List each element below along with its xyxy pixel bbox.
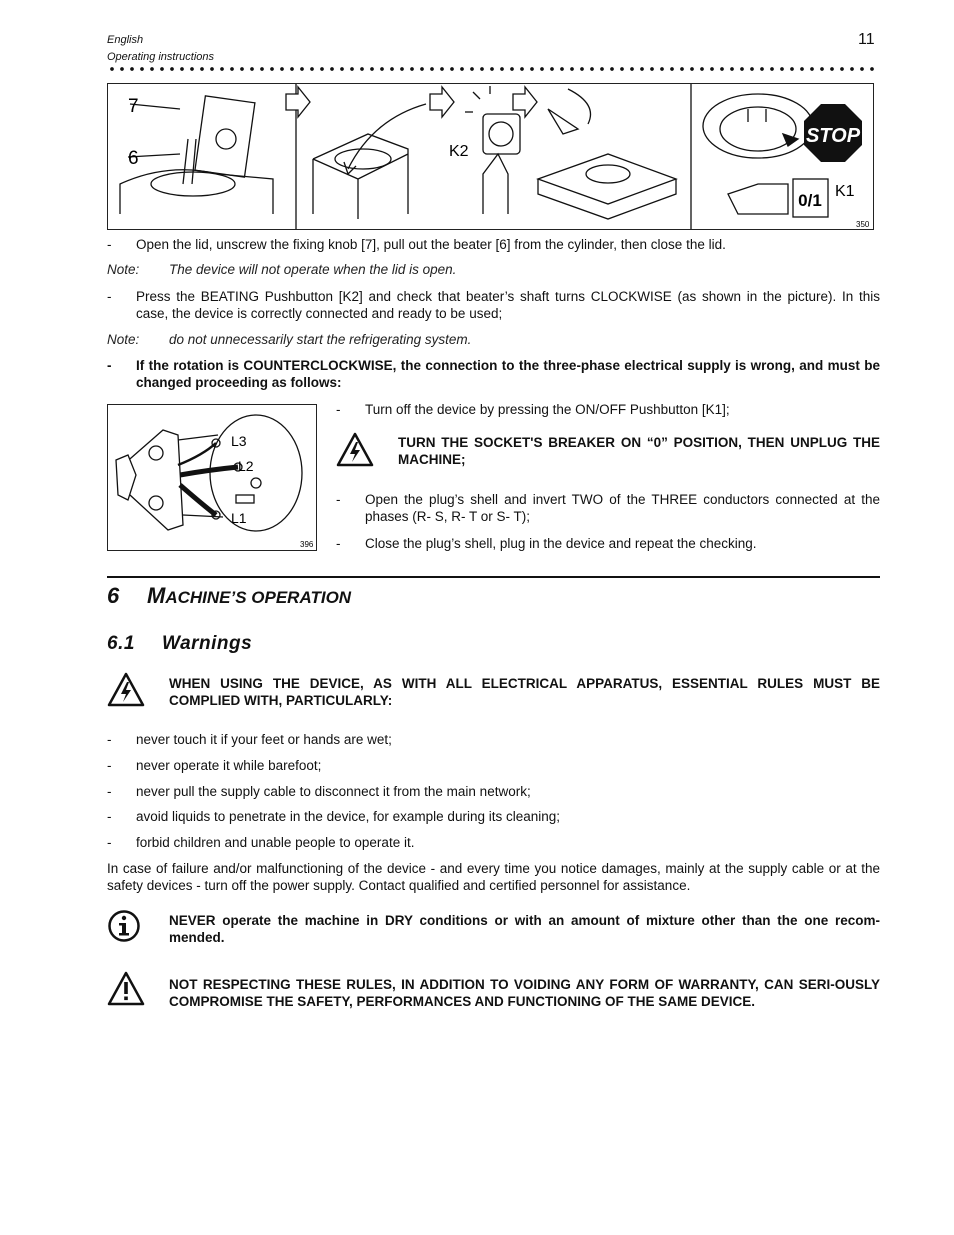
label-onoff: 0/1 bbox=[798, 191, 822, 210]
bullet-dash: - bbox=[107, 289, 112, 304]
figure1-code: 350 bbox=[856, 220, 870, 229]
section-6-title-rest: ACHINE’S OPERATION bbox=[165, 588, 352, 607]
note-refrigerating bbox=[107, 332, 471, 347]
section-6-title-cap: M bbox=[147, 583, 166, 608]
list-item-text: avoid liquids to penetrate in the device, for example during its cleaning; bbox=[136, 809, 561, 824]
list-item-text: never operate it while barefoot; bbox=[136, 757, 322, 773]
sub-step-turn-off-text: Turn off the device by pressing the ON/OFF Pushbutton [K1]; bbox=[365, 402, 730, 417]
label-k1: K1 bbox=[835, 183, 855, 200]
label-l3: L3 bbox=[231, 433, 247, 449]
header-section: Operating instructions bbox=[107, 51, 214, 63]
note-lid bbox=[107, 262, 456, 277]
list-item bbox=[107, 834, 880, 859]
note-refrigerating-text: do not unnecessarily start the refrigerating system. bbox=[169, 332, 472, 347]
lightning-warning-icon bbox=[107, 672, 145, 713]
section-6-1-title: Warnings bbox=[162, 633, 253, 654]
step-open-lid bbox=[107, 236, 880, 253]
label-beater-6: 6 bbox=[128, 148, 139, 169]
page-header bbox=[107, 32, 214, 66]
note-label: Note: bbox=[107, 262, 140, 277]
sub-step-close-text: Close the plug’s shell, plug in the device and repeat the checking. bbox=[365, 536, 757, 551]
header-dotted-rule bbox=[107, 67, 880, 71]
section-rule bbox=[107, 576, 880, 578]
failure-paragraph: In case of failure and/or malfunctioning of the device - and every time you notice damages, mainly at the supply cable or at the safety devices - turn off the power supply. Contact qualified and certified personnel for assistance. bbox=[107, 861, 880, 893]
label-knob-7: 7 bbox=[128, 96, 139, 117]
lightning-warning-icon bbox=[336, 432, 374, 473]
list-item-text: never pull the supply cable to disconnect it from the main network; bbox=[136, 783, 531, 799]
bullet-dash: - bbox=[107, 757, 112, 773]
figure2-code: 396 bbox=[300, 540, 314, 549]
exclamation-warning-icon bbox=[107, 971, 145, 1012]
warnings-list bbox=[107, 731, 880, 859]
label-l1: L1 bbox=[231, 510, 247, 526]
sub-step-invert-text: Open the plug’s shell and invert TWO of the THREE conductors connected at the phases (R- S, R- T or S- T); bbox=[365, 492, 880, 524]
bullet-dash: - bbox=[336, 536, 341, 551]
sub-step-invert bbox=[336, 491, 880, 525]
note-lid-text: The device will not operate when the lid is open. bbox=[169, 262, 457, 277]
label-k2: K2 bbox=[449, 143, 469, 160]
warning-rotation bbox=[107, 357, 880, 391]
step-press-beating-text: Press the BEATING Pushbutton [K2] and check that beater’s shaft turns CLOCKWISE (as shown in the picture). In this case, the device is correctly connected and ready to be used; bbox=[136, 289, 880, 321]
header-language: English bbox=[107, 34, 144, 46]
figure-plug-wiring-drawing bbox=[108, 405, 316, 550]
sub-warning-breaker: TURN THE SOCKET'S BREAKER ON “0” POSITION, THEN UNPLUG THE MACHINE; bbox=[398, 435, 880, 467]
sub-step-turn-off bbox=[336, 401, 880, 418]
stop-label: STOP bbox=[805, 125, 861, 147]
section-6-number: 6 bbox=[107, 583, 120, 608]
figure-plug-wiring bbox=[107, 404, 317, 551]
warning-rotation-text: If the rotation is COUNTERCLOCKWISE, the connection to the three-phase electrical supply is wrong, and must be changed proceeding as follows: bbox=[136, 358, 880, 390]
sub-step-close bbox=[336, 535, 880, 552]
list-item-text: forbid children and unable people to operate it. bbox=[136, 835, 415, 850]
bullet-dash: - bbox=[107, 732, 112, 747]
list-item bbox=[107, 783, 880, 809]
figure-beater-check bbox=[107, 83, 874, 230]
list-item bbox=[107, 808, 880, 834]
section-6-heading bbox=[107, 583, 351, 609]
warnings-intro: WHEN USING THE DEVICE, AS WITH ALL ELECTRICAL APPARATUS, ESSENTIAL RULES MUST BE COMPLIED WITH, PARTICULARLY: bbox=[169, 676, 880, 708]
info-icon bbox=[107, 909, 141, 948]
page-number: 11 bbox=[858, 31, 875, 48]
list-item bbox=[107, 757, 880, 783]
note-label: Note: bbox=[107, 332, 140, 347]
section-6-1-heading bbox=[107, 633, 252, 655]
step-open-lid-text: Open the lid, unscrew the fixing knob [7], pull out the beater [6] from the cylinder, then close the lid. bbox=[136, 237, 726, 252]
info-note: NEVER operate the machine in DRY conditions or with an amount of mixture other than the one recom-mended. bbox=[169, 913, 880, 945]
bullet-dash: - bbox=[107, 835, 112, 850]
bullet-dash: - bbox=[336, 402, 341, 417]
label-l2: L2 bbox=[238, 458, 254, 474]
bullet-dash: - bbox=[107, 809, 112, 824]
bullet-dash: - bbox=[107, 783, 112, 799]
figure-beater-check-drawing bbox=[108, 84, 873, 229]
section-6-1-number: 6.1 bbox=[107, 633, 135, 654]
list-item-text: never touch it if your feet or hands are wet; bbox=[136, 732, 392, 747]
caution-note: NOT RESPECTING THESE RULES, IN ADDITION TO VOIDING ANY FORM OF WARRANTY, CAN SERI-OUSLY COMPROMISE THE SAFETY, PERFORMANCES AND FUNCTIONING OF THE SAME DEVICE. bbox=[169, 977, 880, 1009]
bullet-dash: - bbox=[107, 358, 112, 373]
step-press-beating bbox=[107, 288, 880, 322]
bullet-dash: - bbox=[107, 237, 112, 252]
list-item bbox=[107, 731, 880, 757]
bullet-dash: - bbox=[336, 492, 341, 507]
